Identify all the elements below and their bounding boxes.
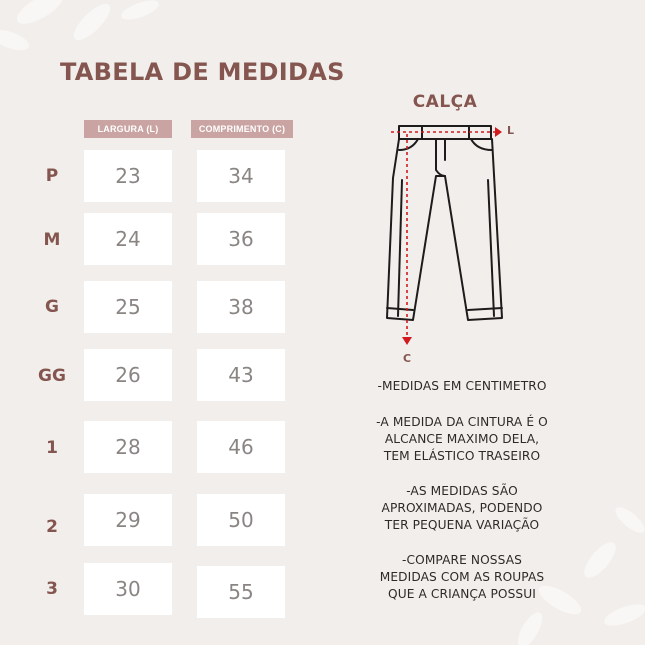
comprimento-cell: 36 [197,213,285,265]
note-waist: -A MEDIDA DA CINTURA É O ALCANCE MAXIMO DELA, TEM ELÁSTICO TRASEIRO [376,415,548,463]
length-arrow-label: C [403,352,412,365]
size-label: M [43,230,61,250]
largura-cell: 30 [84,563,172,615]
width-arrow-label: L [507,124,515,137]
column-header-largura: LARGURA (L) [84,120,172,138]
size-label: GG [38,366,66,386]
note-units: -MEDIDAS EM CENTIMETRO [377,379,547,393]
garment-title: CALÇA [412,92,478,112]
size-label: 1 [46,438,58,458]
comprimento-cell: 50 [197,494,285,546]
comprimento-cell: 34 [197,150,285,202]
size-label: 2 [46,517,58,537]
comprimento-cell: 38 [197,281,285,333]
largura-cell: 26 [84,349,172,401]
largura-cell: 23 [84,150,172,202]
largura-cell: 25 [84,281,172,333]
pants-outline-icon [370,116,530,372]
comprimento-cell: 46 [197,421,285,473]
column-header-comprimento: COMPRIMENTO (C) [191,120,293,138]
largura-cell: 24 [84,213,172,265]
page-title: TABELA DE MEDIDAS [60,58,345,86]
largura-cell: 29 [84,494,172,546]
size-label: 3 [46,579,58,599]
comprimento-cell: 55 [197,566,285,618]
note-approximate: -AS MEDIDAS SÃO APROXIMADAS, PODENDO TER PEQUENA VARIAÇÃO [381,484,543,532]
largura-cell: 28 [84,421,172,473]
note-compare: -COMPARE NOSSAS MEDIDAS COM AS ROUPAS QUE A CRIANÇA POSSUI [379,553,545,601]
comprimento-cell: 43 [197,349,285,401]
size-label: G [45,297,59,317]
size-label: P [45,166,59,186]
